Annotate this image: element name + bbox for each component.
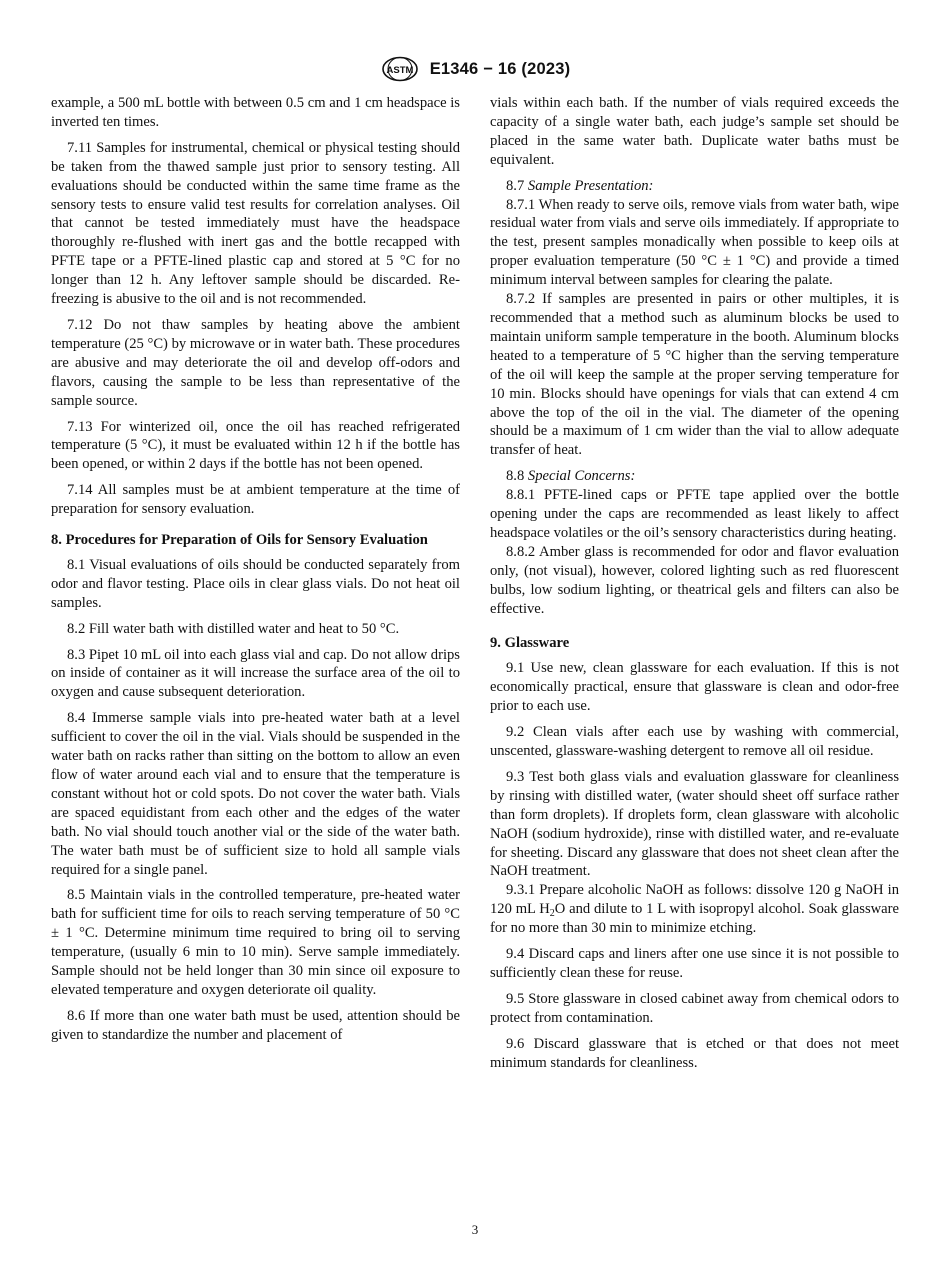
- text-fragment: O and dilute to 1 L with isopropyl alcohol. Soak glassware for no more than 30 min to minimize etching.: [490, 901, 899, 937]
- section-number: 8.8: [506, 468, 525, 485]
- paragraph-7-14: 7.14 All samples must be at ambient temperature at the time of preparation for sensory evaluation.: [51, 482, 460, 518]
- paragraph-9-2: 9.2 Clean vials after each use by washing with commercial, unscented, glassware-washing detergent to remove all oil residue.: [490, 724, 899, 759]
- paragraph-9-1: 9.1 Use new, clean glassware for each evaluation. If this is not economically practical, ensure that glassware is clean and odor-free prior to each use.: [490, 660, 899, 715]
- paragraph-8-7: [490, 177, 899, 196]
- paragraph-8-8: [490, 467, 899, 486]
- right-column: [490, 94, 899, 1080]
- text-fragment: 9.3.1 Prepare alcoholic NaOH as follows: dissolve 120 g NaOH in 120 mL H: [490, 882, 899, 918]
- section-heading-9: 9. Glassware: [490, 635, 570, 652]
- paragraph-continued: vials within each bath. If the number of vials required exceeds the capacity of a single water bath, each judge’s sample set should be placed in the same water bath. Duplicate water baths must be equivalent.: [490, 95, 899, 168]
- paragraph-9-3-1: [490, 881, 899, 938]
- paragraph-8-3: 8.3 Pipet 10 mL oil into each glass vial and cap. Do not allow drips on inside of container as it will increase the surface area of the oil to oxygen and cause subsequent deterioration.: [51, 646, 460, 701]
- paragraph-8-8-1: 8.8.1 PFTE-lined caps or PFTE tape applied over the bottle opening under the caps are recommended as least likely to affect headspace volatiles or the oil’s sensory characteristics during heating.: [490, 487, 899, 541]
- astm-logo-icon: [380, 56, 420, 82]
- paragraph-8-5: 8.5 Maintain vials in the controlled temperature, pre-heated water bath for sufficient time for oils to reach serving temperature of 50 °C ± 1 °C. Determine minimum time required to bring oil to serving temperature, (usually 6 min to 10 min). Serve sample immediately. Sample should not be held longer than 30 min since oil exposure to elevated temperature and oxygen deteriorate oil quality.: [51, 887, 460, 998]
- paragraph-7-11: 7.11 Samples for instrumental, chemical or physical testing should be taken from the thawed sample just prior to sensory testing. All evaluations should be conducted within the same time frame as the sensory tests to ensure valid test results for correlation analyses. Oil that cannot be tested immediately must have the headspace thoroughly re-flushed with inert gas and the bottle recapped with PFTE tape or a PFTE-lined plastic cap and stored at 5 °C for no longer than 12 h. Any leftover sample should be discarded. Re-freezing is abusive to the oil and is not recommended.: [51, 139, 460, 308]
- section-heading-8: 8. Procedures for Preparation of Oils for Sensory Evaluation: [51, 532, 428, 549]
- paragraph-9-5: 9.5 Store glassware in closed cabinet away from chemical odors to protect from contamination.: [490, 990, 899, 1026]
- paragraph-7-12: 7.12 Do not thaw samples by heating above the ambient temperature (25 °C) by microwave or in water bath. These procedures are abusive and may deteriorate the oil and develop off-odors and flavors, causing the sample to be less than representative of the sample source.: [51, 316, 460, 409]
- document-designation: E1346 − 16 (2023): [429, 59, 571, 78]
- paragraph-8-2: 8.2 Fill water bath with distilled water and heat to 50 °C.: [67, 620, 400, 637]
- paragraph-9-6: 9.6 Discard glassware that is etched or that does not meet minimum standards for cleanliness.: [490, 1035, 899, 1071]
- left-column: [51, 94, 460, 1052]
- paragraph-8-8-2: 8.8.2 Amber glass is recommended for odor and flavor evaluation only, (not visual), however, colored lighting such as red fluorescent bulbs, low sodium lighting, or theatrical gels and filters can also be effective.: [490, 543, 899, 617]
- section-number: 8.7: [506, 177, 525, 194]
- subscript: 2: [549, 908, 555, 920]
- paragraph-8-1: 8.1 Visual evaluations of oils should be conducted separately from odor and flavor testing. Place oils in clear glass vials. Do not heat oil samples.: [51, 556, 460, 611]
- section-title: Special Concerns:: [527, 468, 636, 485]
- paragraph-8-6: 8.6 If more than one water bath must be used, attention should be given to standardize the number and placement of: [51, 1007, 460, 1043]
- paragraph-7-13: 7.13 For winterized oil, once the oil has reached refrigerated temperature (5 °C), it must be evaluated within 12 h if the bottle has been opened, or within 2 days if the bottle has not been opened.: [51, 418, 460, 473]
- paragraph-8-7-2: 8.7.2 If samples are presented in pairs or other multiples, it is recommended that a method such as aluminum blocks be used to maintain uniform sample temperature in the booth. Aluminum blocks heated to a temperature of 5 °C higher than the serving temperature of the oil will keep the sample at the proper serving temperature for 10 min. Blocks should have openings for vials that can extend 4 cm above the top of the oil in the vial. The diameter of the opening should be a maximum of 1 cm wider than the vial to allow adequate transfer of heat.: [490, 291, 899, 459]
- page-number: 3: [471, 1222, 479, 1237]
- paragraph-continued: example, a 500 mL bottle with between 0.5 cm and 1 cm headspace is inverted ten times.: [51, 95, 460, 130]
- section-title: Sample Presentation:: [527, 177, 654, 194]
- paragraph-8-7-1: 8.7.1 When ready to serve oils, remove vials from water bath, wipe residual water from vials and serve oils immediately. If appropriate to the test, present samples monadically when possible to keep oils at proper evaluation temperature (50 °C ± 1 °C) and provide a timed minimum interval between samples for clearing the palate.: [490, 196, 899, 289]
- paragraph-8-4: 8.4 Immerse sample vials into pre-heated water bath at a level sufficient to cover the oil in the vial. Vials should be suspended in the water bath on racks rather than sitting on the bottom to allow an even flow of water around each vial and to ensure that the temperature is constant without hot or cold spots. Do not cover the water bath. Vials are spaced equidistant from each other and the edges of the water bath. No vial should touch another vial or the side of the water bath. The water bath must be of sufficient size to hold all sample vials required for a single panel.: [51, 710, 460, 878]
- logo-text: ASTM: [386, 65, 414, 76]
- page-header: [0, 56, 950, 82]
- paragraph-9-4: 9.4 Discard caps and liners after one use since it is not possible to sufficiently clean these for reuse.: [490, 946, 899, 981]
- paragraph-9-3: 9.3 Test both glass vials and evaluation glassware for cleanliness by rinsing with distilled water, (water should sheet off surface rather than form droplets). If droplets form, clean glassware with alcoholic NaOH (sodium hydroxide), rinse with distilled water, and re-evaluate for sheeting. Discard any glassware that does not sheet clean after the NaOH treatment.: [490, 768, 899, 880]
